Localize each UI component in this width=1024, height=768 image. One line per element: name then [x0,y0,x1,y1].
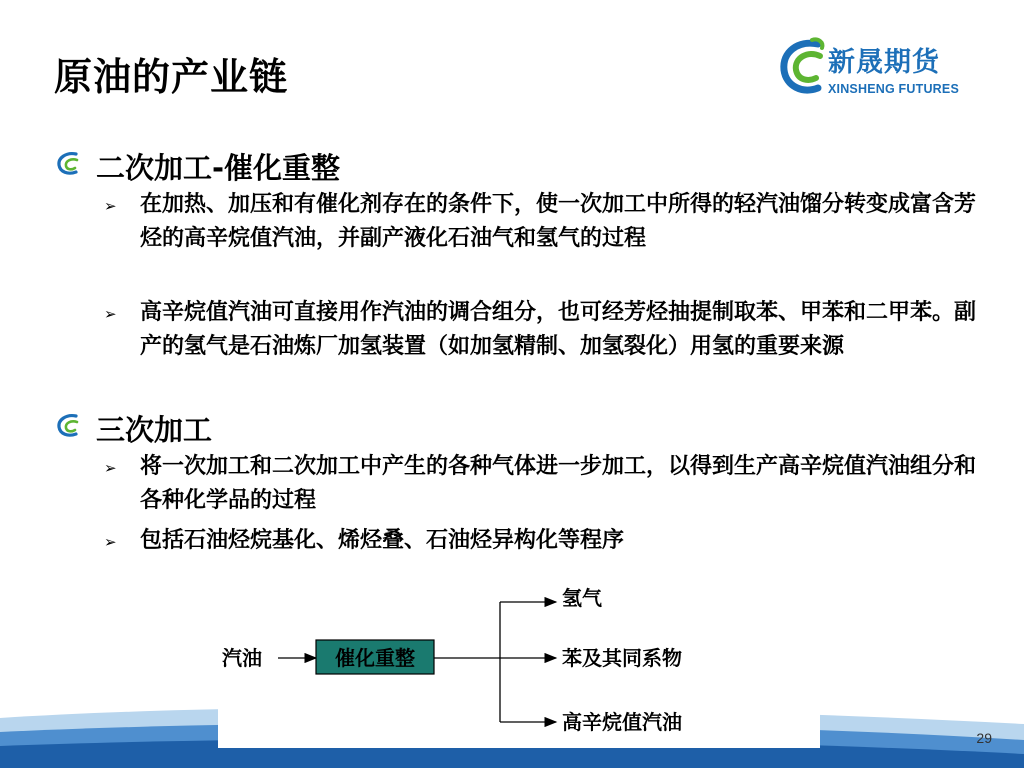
diagram-output-label: 高辛烷值汽油 [562,710,682,734]
arrow-bullet-icon: ➢ [104,459,117,477]
diagram-output-label: 苯及其同系物 [562,646,682,670]
arrow-bullet-icon: ➢ [104,305,117,323]
page-number: 29 [976,730,992,746]
arrow-bullet-icon: ➢ [104,197,117,215]
company-logo [778,36,978,100]
list-item [104,524,984,558]
section-heading-text: 二次加工-催化重整 [96,151,341,185]
logo-swirl-icon [778,36,828,98]
reforming-flow-diagram [210,576,830,748]
diagram-process-label: 催化重整 [335,646,415,670]
list-item [104,188,984,256]
logo-name-cn: 新晟期货 [828,47,940,78]
diagram-output-label: 氢气 [562,586,602,610]
arrow-bullet-icon: ➢ [104,533,117,551]
swirl-bullet-icon [56,412,82,438]
logo-name-en: XINSHENG FUTURES [828,82,959,96]
diagram-input-label: 汽油 [222,646,262,670]
slide-title: 原油的产业链 [54,55,289,99]
list-item-text: 将一次加工和二次加工中产生的各种气体进一步加工，以得到生产高辛烷值汽油组分和各种化学品的过程 [140,454,977,513]
list-item-text: 在加热、加压和有催化剂存在的条件下，使一次加工中所得的轻汽油馏分转变成富含芳烃的高辛烷值汽油，并副产液化石油气和氢气的过程 [140,192,977,251]
swirl-bullet-icon [56,150,82,176]
list-item [104,450,984,518]
list-item [104,296,984,364]
list-item-text: 包括石油烃烷基化、烯烃叠、石油烃异构化等程序 [140,528,625,553]
list-item-text: 高辛烷值汽油可直接用作汽油的调合组分，也可经芳烃抽提制取苯、甲苯和二甲苯。副产的氢气是石油炼厂加氢装置（如加氢精制、加氢裂化）用氢的重要来源 [140,300,977,359]
section-heading-text: 三次加工 [96,413,213,447]
